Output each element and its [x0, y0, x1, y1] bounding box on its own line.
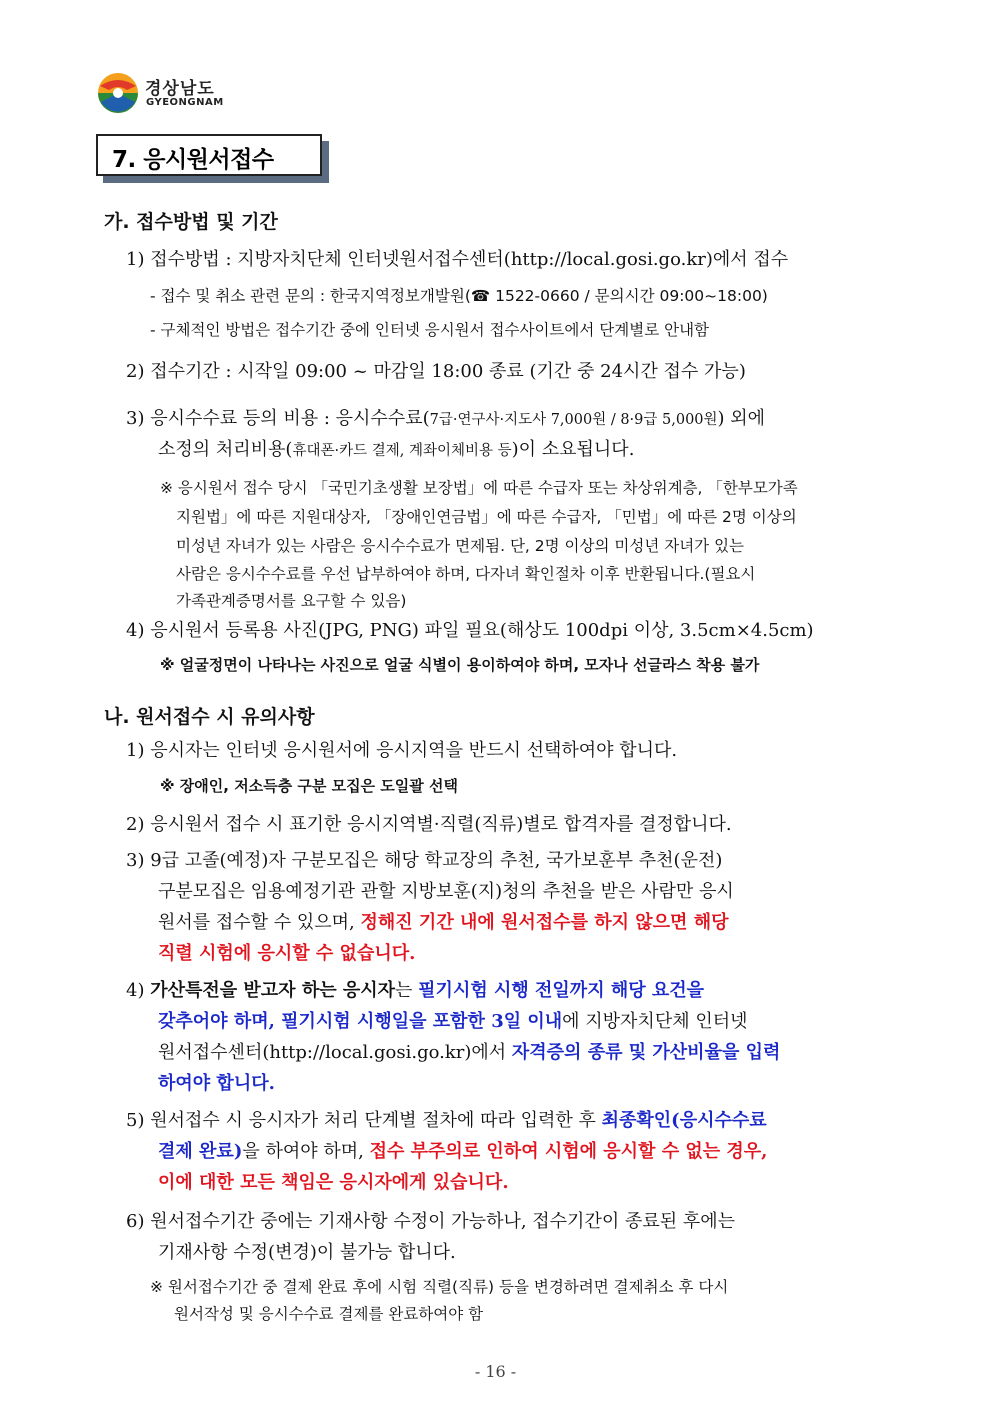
sec-b-item-4-num: 4) — [126, 980, 151, 1001]
sec-a-item-3-text-2-end: )이 소요됩니다. — [511, 439, 635, 460]
sec-a-item-3-text-2: 소정의 처리비용( — [158, 439, 293, 460]
gyeongnam-logo — [97, 70, 227, 118]
sec-a-note-line-1: ※ 응시원서 접수 당시 「국민기초생활 보장법」에 따른 수급자 또는 차상위계층, 「한부모가족 — [160, 479, 798, 497]
sec-b-item-4-subject: 가산특전을 받고자 하는 응시자 — [150, 980, 396, 1001]
sec-b-item-4-emph-4: 하여야 합니다. — [158, 1073, 275, 1094]
sec-b-item-2: 2) 응시원서 접수 시 표기한 응시지역별·직렬(직류)별로 합격자를 결정합니다. — [126, 814, 732, 835]
sec-b-item-5-emph-2: 결제 완료) — [158, 1141, 243, 1162]
page-number: - 16 - — [474, 1362, 517, 1381]
sec-b-item-3-line-2: 구분모집은 임용예정기관 관할 지방보훈(지)청의 추천을 받은 사람만 응시 — [158, 881, 734, 902]
sec-b-item-5-warning: 접수 부주의로 인하여 시험에 응시할 수 없는 경우, — [369, 1141, 768, 1162]
sec-b-item-5-text: 5) 원서접수 시 응시자가 처리 단계별 절차에 따라 입력한 후 — [126, 1110, 602, 1131]
sec-b-item-6-line-2: 기재사항 수정(변경)이 불가능 합니다. — [158, 1242, 456, 1263]
sec-a-item-3-line-1 — [126, 404, 765, 430]
sec-a-note-line-4: 사람은 응시수수료를 우선 납부하여야 하며, 다자녀 확인절차 이후 반환됩니다.(필요시 — [176, 565, 756, 583]
sec-a-item-3-cost-detail: 휴대폰·카드 결제, 계좌이체비용 등 — [292, 443, 512, 459]
sec-a-item-3-fee-detail: 7급·연구사·지도사 7,000원 / 8·9급 5,000원 — [429, 412, 718, 428]
sec-b-item-5-text-2: 을 하여야 하며, — [242, 1141, 370, 1162]
sec-b-item-5-line-1 — [126, 1106, 767, 1132]
sec-a-note-line-3: 미성년 자녀가 있는 사람은 응시수수료가 면제됨. 단, 2명 이상의 미성년 자녀가 있는 — [176, 537, 745, 555]
sec-b-item-4-line-2 — [158, 1007, 747, 1033]
logo-english-text: GYEONGNAM — [146, 97, 224, 108]
sec-b-item-3-warning: 정해진 기간 내에 원서접수를 하지 않으면 해당 — [360, 912, 729, 933]
sec-b-item-1-note: ※ 장애인, 저소득층 구분 모집은 도일괄 선택 — [160, 777, 458, 795]
sec-b-item-6-line-1: 6) 원서접수기간 중에는 기재사항 수정이 가능하나, 접수기간이 종료된 후에는 — [126, 1211, 735, 1232]
sec-a-item-2: 2) 접수기간 : 시작일 09:00 ~ 마감일 18:00 종료 (기간 중 24시간 접수 가능) — [126, 361, 746, 382]
sec-a-item-1-sub-2: - 구체적인 방법은 접수기간 중에 인터넷 응시원서 접수사이트에서 단계별로 안내함 — [150, 321, 710, 339]
sec-b-item-5-line-2 — [158, 1137, 767, 1163]
gyeongnam-emblem-icon — [97, 72, 139, 114]
sec-a-item-1: 1) 접수방법 : 지방자치단체 인터넷원서접수센터(http://local.gosi.go.kr)에서 접수 — [126, 249, 789, 270]
sec-a-item-4-note: ※ 얼굴정면이 나타나는 사진으로 얼굴 식별이 용이하여야 하며, 모자나 선글라스 착용 불가 — [160, 656, 760, 674]
sec-b-item-6-note-1: ※ 원서접수기간 중 결제 완료 후에 시험 직렬(직류) 등을 변경하려면 결제취소 후 다시 — [150, 1278, 729, 1296]
sec-b-item-4-emph-2: 갖추어야 하며, 필기시험 시행일을 포함한 3일 이내 — [158, 1011, 563, 1032]
sec-b-item-5-warning-end: 이에 대한 모든 책임은 응시자에게 있습니다. — [158, 1172, 509, 1193]
sec-b-item-3-line-3 — [158, 908, 728, 934]
sec-a-item-4: 4) 응시원서 등록용 사진(JPG, PNG) 파일 필요(해상도 100dpi 이상, 3.5cm×4.5cm) — [126, 620, 814, 641]
sec-b-item-4-emph-3: 자격증의 종류 및 가산비율을 입력 — [511, 1042, 781, 1063]
sec-b-item-3-text: 원서를 접수할 수 있으며, — [158, 912, 361, 933]
sec-b-item-3-warning-end: 직렬 시험에 응시할 수 없습니다. — [158, 943, 416, 964]
sec-a-item-3-text-end: ) 외에 — [717, 408, 766, 429]
sec-b-item-4-line-3 — [158, 1038, 780, 1064]
sec-b-item-4-text-2: 에 지방자치단체 인터넷 — [562, 1011, 748, 1032]
section-a-heading: 가. 접수방법 및 기간 — [104, 211, 278, 233]
logo-korean-text: 경상남도 — [145, 79, 215, 99]
sec-b-item-4-text-3: 원서접수센터(http://local.gosi.go.kr)에서 — [158, 1042, 512, 1063]
sec-b-item-1: 1) 응시자는 인터넷 응시원서에 응시지역을 반드시 선택하여야 합니다. — [126, 740, 678, 761]
sec-b-item-3-line-1: 3) 9급 고졸(예정)자 구분모집은 해당 학교장의 추천, 국가보훈부 추천(운전) — [126, 850, 723, 871]
sec-a-item-3-line-2 — [158, 435, 634, 461]
sec-b-item-5-emph-1: 최종확인(응시수수료 — [601, 1110, 767, 1131]
section-b-heading: 나. 원서접수 시 유의사항 — [104, 706, 315, 728]
sec-a-note-line-2: 지원법」에 따른 지원대상자, 「장애인연금법」에 따른 수급자, 「민법」에 따른 2명 이상의 — [176, 508, 797, 526]
sec-b-item-4-line-1 — [126, 976, 704, 1002]
sec-a-item-3-text: 3) 응시수수료 등의 비용 : 응시수수료( — [126, 408, 430, 429]
section-title: 7. 응시원서접수 — [112, 147, 274, 173]
sec-a-item-1-sub-1: - 접수 및 취소 관련 문의 : 한국지역정보개발원(☎ 1522-0660 / 문의시간 09:00~18:00) — [150, 287, 768, 305]
section-title-box — [96, 134, 322, 176]
sec-b-item-6-note-2: 원서작성 및 응시수수료 결제를 완료하여야 함 — [174, 1305, 484, 1323]
sec-a-note-line-5: 가족관계증명서를 요구할 수 있음) — [176, 592, 407, 610]
sec-b-item-4-particle: 는 — [395, 980, 419, 1001]
sec-b-item-4-emph-1: 필기시험 시행 전일까지 해당 요건을 — [418, 980, 705, 1001]
